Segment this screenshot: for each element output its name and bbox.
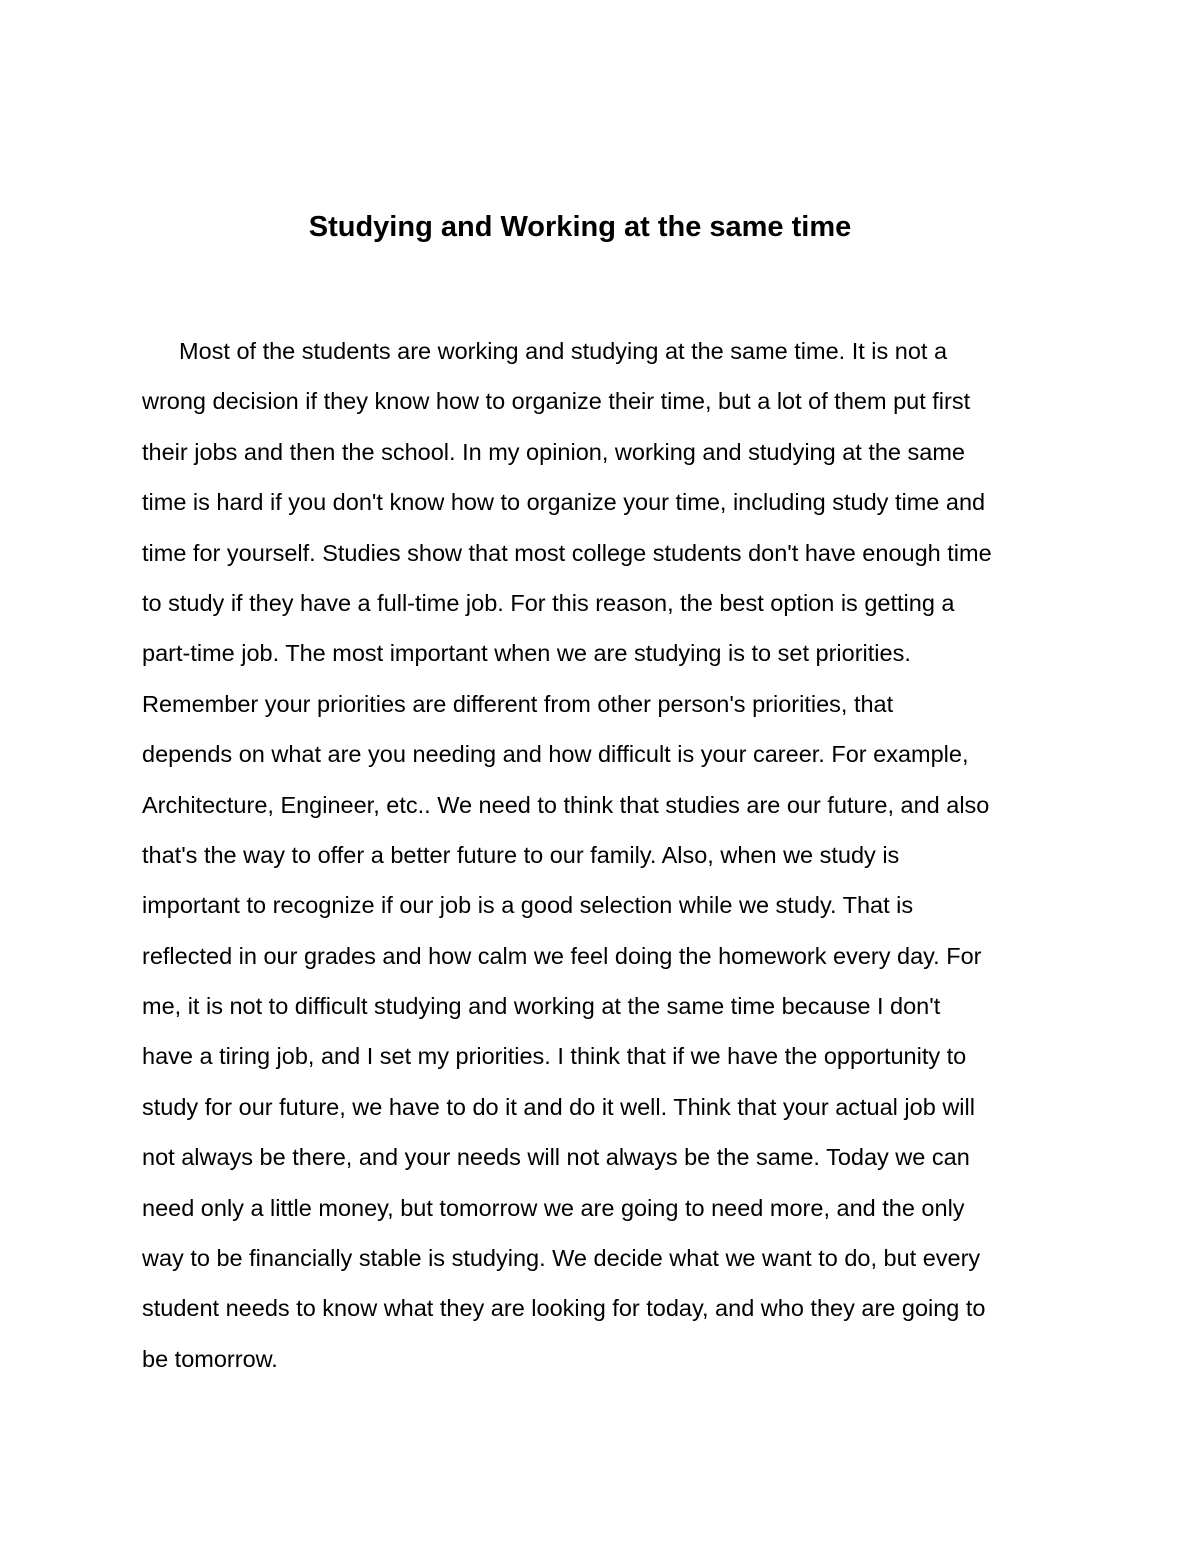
text-line: student needs to know what they are looking for today, and who they are going to [142,1295,986,1322]
text-line: to study if they have a full-time job. For this reason, the best option is getting a [142,589,955,616]
text-line: important to recognize if our job is a good selection while we study. That is [142,892,914,919]
text-line: be tomorrow. [142,1345,278,1372]
text-line: Remember your priorities are different from other person's priorities, that [142,690,894,717]
text-line: have a tiring job, and I set my priorities. I think that if we have the opportunity to [142,1043,967,1070]
text-line: reflected in our grades and how calm we feel doing the homework every day. For [142,942,982,969]
text-line: me, it is not to difficult studying and working at the same time because I don't [142,993,941,1020]
text-line: study for our future, we have to do it and do it well. Think that your actual job will [142,1093,975,1120]
text-line: way to be financially stable is studying. We decide what we want to do, but every [142,1245,981,1272]
text-line: time is hard if you don't know how to organize your time, including study time and [142,489,986,516]
essay-paragraph [142,333,1102,1391]
text-line: Architecture, Engineer, etc.. We need to think that studies are our future, and also [142,791,990,818]
text-line: wrong decision if they know how to organize their time, but a lot of them put first [142,388,971,415]
document-title: Studying and Working at the same time [308,211,852,243]
text-line: their jobs and then the school. In my opinion, working and studying at the same [142,438,965,465]
text-line: depends on what are you needing and how difficult is your career. For example, [142,741,969,768]
text-line: time for yourself. Studies show that most college students don't have enough time [142,539,992,566]
text-line: part-time job. The most important when we are studying is to set priorities. [142,640,911,667]
text-line: not always be there, and your needs will not always be the same. Today we can [142,1144,970,1171]
text-line: need only a little money, but tomorrow we are going to need more, and the only [142,1194,965,1221]
text-line: that's the way to offer a better future to our family. Also, when we study is [142,841,900,868]
text-line: Most of the students are working and studying at the same time. It is not a [179,338,948,364]
